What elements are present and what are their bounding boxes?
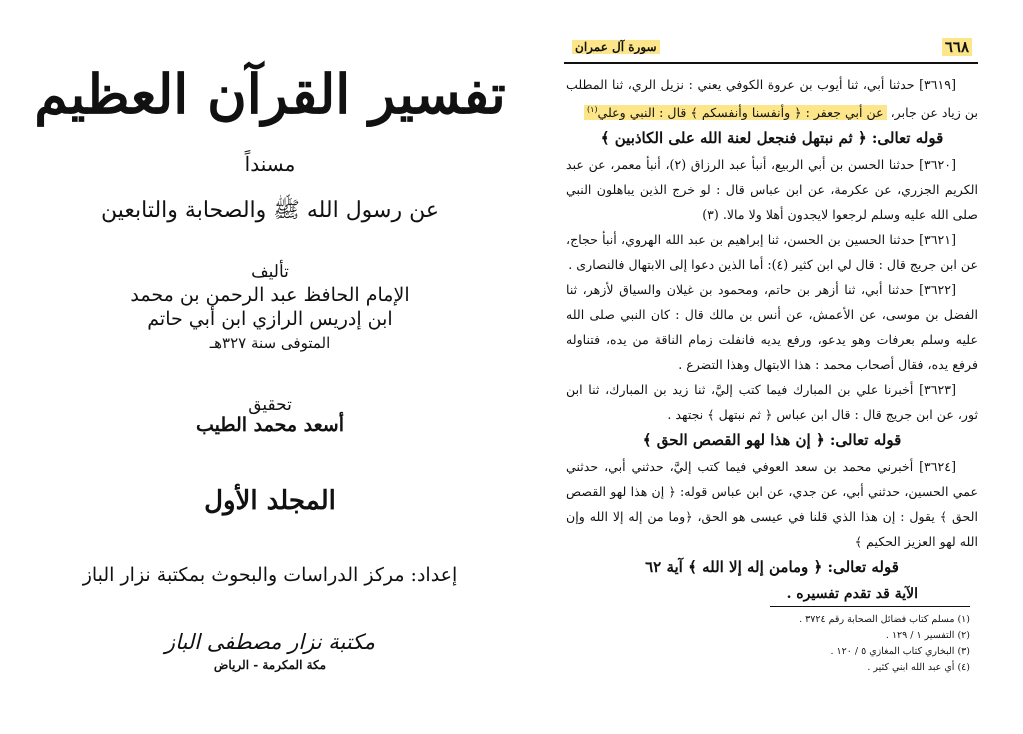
publisher-name: مكتبة نزار مصطفى الباز [164,630,376,654]
highlighted-phrase: عن أبي جعفر : ﴿ وأنفسنا وأنفسكم ﴾ قال : النبي وعلي [597,105,884,121]
page-number: ٦٦٨ [942,38,972,56]
surah-name: سورة آل عمران [572,40,660,54]
verse-heading-3: قوله تعالى: ﴿ ومامن إله إلا الله ﴾ آية ٦٢ [645,558,899,577]
hadith-3619 [566,72,978,125]
page-header [572,38,982,60]
publisher-city: مكة المكرمة - الرياض [213,658,327,672]
volume-label: المجلد الأول [204,486,336,516]
book-title: تفسير القرآن العظيم [34,62,506,126]
author-line-1: الإمام الحافظ عبد الرحمن بن محمد [130,284,410,306]
header-divider [564,62,978,64]
hadith-3622: [٣٦٢٢] حدثنا أبي، ثنا أزهر بن حاتم، ومحمود بن غيلان والسياق لأزهر، ثنا الفضل بن موسى، عن الأعمش، عن أنس بن مالك قال : كان النبي صلى الله عليه وسلم بعرفات وهو يدعو، ورفع يديه فانفلت زمام الناقة من يده، فتناوله فرفع يده، فقال أصحاب محمد : هذا الابتهال وهذا التضرع . [566,282,978,373]
footnote-3: (٣) البخاري كتاب المغازي ٥ / ١٢٠ . [830,646,970,657]
editor-name: أسعد محمد الطيب [195,414,344,436]
footnote-4: (٤) أي عبد الله ابني كثير . [867,662,970,673]
hadith-3620: [٣٦٢٠] حدثنا الحسن بن أبي الربيع، أنبأ عبد الرزاق (٢)، أنبأ معمر، عن عبد الكريم الجزري، عن عكرمة، عن ابن عباس قال : لو خرج الذين يباهلون النبي صلى الله عليه وسلم لرجعوا لايجدون أهلا ولا مالا. (٣) [566,157,978,223]
author-death-year: المتوفى سنة ٣٢٧هـ [209,334,331,352]
commentary-note: الآية قد تقدم تفسيره . [786,586,918,603]
verse-heading-1: قوله تعالى: ﴿ ثم نبتهل فنجعل لعنة الله على الكاذبين ﴾ [600,129,944,148]
footnotes [566,612,970,676]
footnote-2: (٢) التفسير ١ / ١٢٩ . [885,630,970,641]
highlighted-text [584,105,887,120]
author-line-2: ابن إدريس الرازي ابن أبي حاتم [147,308,393,330]
book-source: عن رسول الله ﷺ والصحابة والتابعين [101,198,439,223]
hadith-3621: [٣٦٢١] حدثنا الحسين بن الحسن، ثنا إبراهيم بن عبد الله الهروي، أنبأ حجاج، عن ابن جريج قال : قال لي ابن كثير (٤): أما الذين دعوا إلى الابتهال فالنصارى . [566,232,978,273]
hadith-3619-text: [٣٦١٩] حدثنا أبي، ثنا أيوب بن عروة الكوفي يعني : نزيل الري، ثنا المطلب بن زياد عن جابر، [566,77,978,121]
hadith-3624: [٣٦٢٤] أخبرني محمد بن سعد العوفي فيما كتب إليَّ، حدثني أبي، حدثني عمي الحسين، حدثني أبي، عن جدي، عن ابن عباس قوله: ﴿ إن هذا لهو القصص الحق ﴾ يقول : إن هذا الذي قلنا في عيسى هو الحق، ﴿وما من إله إلا الله وإن الله لهو العزيز الحكيم ﴾ [566,459,978,550]
footnote-1: (١) مسلم كتاب فضائل الصحابة رقم ٣٧٢٤ . [799,614,970,625]
authorship-label: تأليف [251,262,289,282]
footnote-divider [770,606,970,607]
text-page [560,0,980,734]
footnote-ref: (١) [586,105,598,114]
page-body [566,72,978,607]
editing-label: تحقيق [248,395,292,415]
book-subtitle: مسنداً [244,152,296,176]
hadith-3623: [٣٦٢٣] أخبرنا علي بن المبارك فيما كتب إليَّ، ثنا زيد بن المبارك، ثنا ابن ثور، عن ابن جريج قال : قال ابن عباس ﴿ ثم نبتهل ﴾ نجتهد . [566,382,978,423]
prepared-by: إعداد: مركز الدراسات والبحوث بمكتبة نزار الباز [82,564,458,586]
verse-heading-2: قوله تعالى: ﴿ إن هذا لهو القصص الحق ﴾ [642,431,902,450]
